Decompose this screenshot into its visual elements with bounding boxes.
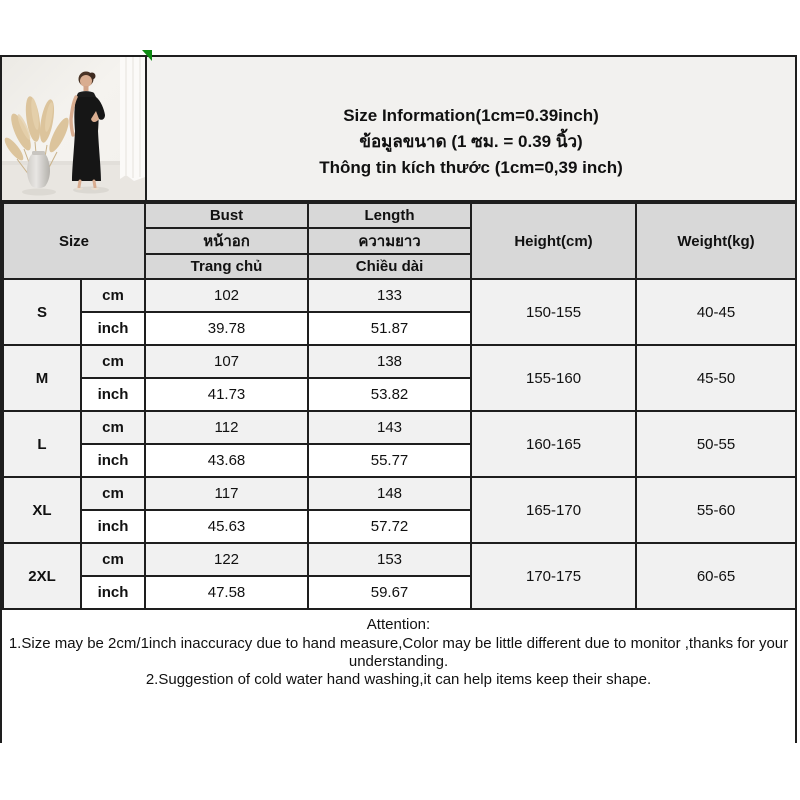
title-line-vietnamese: Thông tin kích thước (1cm=0,39 inch) [319,157,623,177]
attention-heading: Attention: [366,616,431,633]
length-inch-value: 53.82 [308,378,471,411]
height-value: 160-165 [471,411,636,477]
bust-header-en: Bust [145,203,308,228]
bust-header-vi: Trang chủ [145,254,308,279]
size-table [2,202,797,610]
product-photo [2,57,147,200]
height-value: 150-155 [471,279,636,345]
weight-value: 40-45 [636,279,796,345]
attention-section [2,610,795,743]
weight-value: 55-60 [636,477,796,543]
unit-label: inch [81,510,145,543]
length-cm-value: 153 [308,543,471,576]
unit-label: inch [81,312,145,345]
top-band [2,57,795,202]
weight-value: 50-55 [636,411,796,477]
unit-label: cm [81,345,145,378]
length-cm-value: 143 [308,411,471,444]
height-header: Height(cm) [471,203,636,279]
length-header-th: ความยาว [308,228,471,254]
length-inch-value: 57.72 [308,510,471,543]
unit-label: inch [81,444,145,477]
length-inch-value: 59.67 [308,576,471,609]
table-row [3,543,796,576]
product-photo-illustration [2,57,145,200]
attention-note-2: 2.Suggestion of cold water hand washing,it can help items keep their shape. [145,671,652,688]
bust-cm-value: 102 [145,279,308,312]
unit-label: cm [81,477,145,510]
bust-cm-value: 112 [145,411,308,444]
bust-inch-value: 45.63 [145,510,308,543]
unit-label: inch [81,378,145,411]
table-row [3,279,796,312]
length-cm-value: 148 [308,477,471,510]
size-label: M [3,345,81,411]
size-table-header [3,203,796,279]
attention-note-1: 1.Size may be 2cm/1inch inaccuracy due to hand measure,Color may be little different due to monitor ,thanks for your understanding. [8,635,789,670]
size-label: L [3,411,81,477]
unit-label: cm [81,411,145,444]
unit-label: cm [81,543,145,576]
table-row [3,477,796,510]
table-row [3,411,796,444]
length-inch-value: 55.77 [308,444,471,477]
unit-label: cm [81,279,145,312]
table-row [3,345,796,378]
title-block [147,57,795,200]
length-inch-value: 51.87 [308,312,471,345]
size-label: S [3,279,81,345]
title-line-thai: ข้อมูลขนาด (1 ซม. = 0.39 นิ้ว) [359,131,583,151]
title-line-english: Size Information(1cm=0.39inch) [343,105,599,125]
height-value: 165-170 [471,477,636,543]
bust-cm-value: 122 [145,543,308,576]
length-header-vi: Chiều dài [308,254,471,279]
bust-inch-value: 43.68 [145,444,308,477]
size-label: 2XL [3,543,81,609]
length-cm-value: 133 [308,279,471,312]
weight-value: 60-65 [636,543,796,609]
bust-cm-value: 117 [145,477,308,510]
bust-inch-value: 47.58 [145,576,308,609]
bust-inch-value: 41.73 [145,378,308,411]
bust-header-th: หน้าอก [145,228,308,254]
height-value: 155-160 [471,345,636,411]
bust-inch-value: 39.78 [145,312,308,345]
bust-cm-value: 107 [145,345,308,378]
size-chart-content [0,55,797,743]
green-marker-triangle-icon [142,50,152,61]
weight-value: 45-50 [636,345,796,411]
height-value: 170-175 [471,543,636,609]
size-label: XL [3,477,81,543]
length-cm-value: 138 [308,345,471,378]
unit-label: inch [81,576,145,609]
length-header-en: Length [308,203,471,228]
size-column-header: Size [3,203,145,279]
weight-header: Weight(kg) [636,203,796,279]
